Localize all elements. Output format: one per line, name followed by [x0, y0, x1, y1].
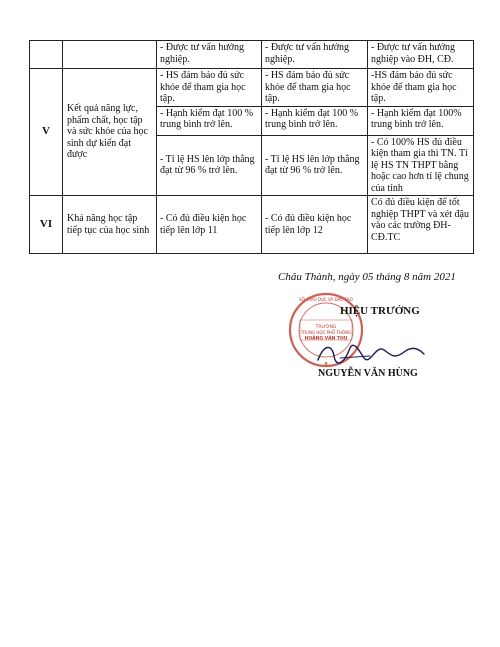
roman-cell: VI — [30, 196, 63, 254]
grade11-cell: - Hạnh kiểm đạt 100 % trung bình trở lên. — [262, 106, 368, 135]
grade11-cell: - Tỉ lệ HS lên lớp thẳng đạt từ 96 % trở lên. — [262, 135, 368, 196]
svg-text:★: ★ — [323, 361, 329, 367]
grade12-cell: -HS đảm bảo đủ sức khỏe để tham gia học tập. — [368, 69, 474, 107]
svg-text:HOÀNG VĂN THỤ: HOÀNG VĂN THỤ — [304, 336, 348, 342]
grade10-cell: - HS đảm bảo đủ sức khỏe để tham gia học tập. — [157, 69, 262, 107]
grade10-cell: - Được tư vấn hướng nghiệp. — [157, 41, 262, 69]
roman-cell: V — [30, 69, 63, 196]
signer-name: NGUYỄN VĂN HÙNG — [318, 368, 418, 379]
table-row — [30, 41, 474, 69]
grade12-cell: - Hạnh kiểm đạt 100% trung bình trở lên. — [368, 106, 474, 135]
grade11-cell: - Được tư vấn hướng nghiệp. — [262, 41, 368, 69]
table-row — [30, 196, 474, 254]
grade10-cell: - Hạnh kiểm đạt 100 % trung bình trở lên. — [157, 106, 262, 135]
criterion-cell: Kết quả năng lực, phẩm chất, học tập và sức khỏe của học sinh dự kiến đạt được — [63, 69, 157, 196]
grade12-cell: - Được tư vấn hướng nghiệp vào ĐH, CĐ. — [368, 41, 474, 69]
signer-title: HIỆU TRƯỞNG — [340, 305, 420, 317]
table-row — [30, 69, 474, 107]
roman-cell — [30, 41, 63, 69]
grade12-cell: Có đủ điều kiện để tốt nghiệp THPT và xét đậu vào các trường ĐH-CĐ.TC — [368, 196, 474, 254]
grade11-cell: - HS đảm bảo đủ sức khỏe để tham gia học tập. — [262, 69, 368, 107]
grade10-cell: - Tỉ lệ HS lên lớp thẳng đạt từ 96 % trở lên. — [157, 135, 262, 196]
grade10-cell: - Có đủ điều kiện học tiếp lên lớp 11 — [157, 196, 262, 254]
svg-text:TRUNG HỌC PHỔ THÔNG: TRUNG HỌC PHỔ THÔNG — [300, 330, 352, 335]
svg-text:SỞ GIÁO DỤC VÀ ĐÀO TẠO: SỞ GIÁO DỤC VÀ ĐÀO TẠO — [299, 297, 353, 302]
criterion-cell — [63, 41, 157, 69]
place-date: Châu Thành, ngày 05 tháng 8 năm 2021 — [278, 271, 456, 283]
grade12-cell: - Có 100% HS đủ điều kiện tham gia thi TN. Tỉ lệ HS TN THPT bằng hoặc cao hơn tỉ lệ chung của tỉnh — [368, 135, 474, 196]
handwritten-signature-icon — [310, 338, 430, 368]
svg-text:TRƯỜNG: TRƯỜNG — [315, 325, 337, 330]
criterion-cell: Khả năng học tập tiếp tục của học sinh — [63, 196, 157, 254]
grade11-cell: - Có đủ điều kiện học tiếp lên lớp 12 — [262, 196, 368, 254]
plan-table — [29, 40, 474, 254]
school-seal-icon — [286, 290, 366, 370]
